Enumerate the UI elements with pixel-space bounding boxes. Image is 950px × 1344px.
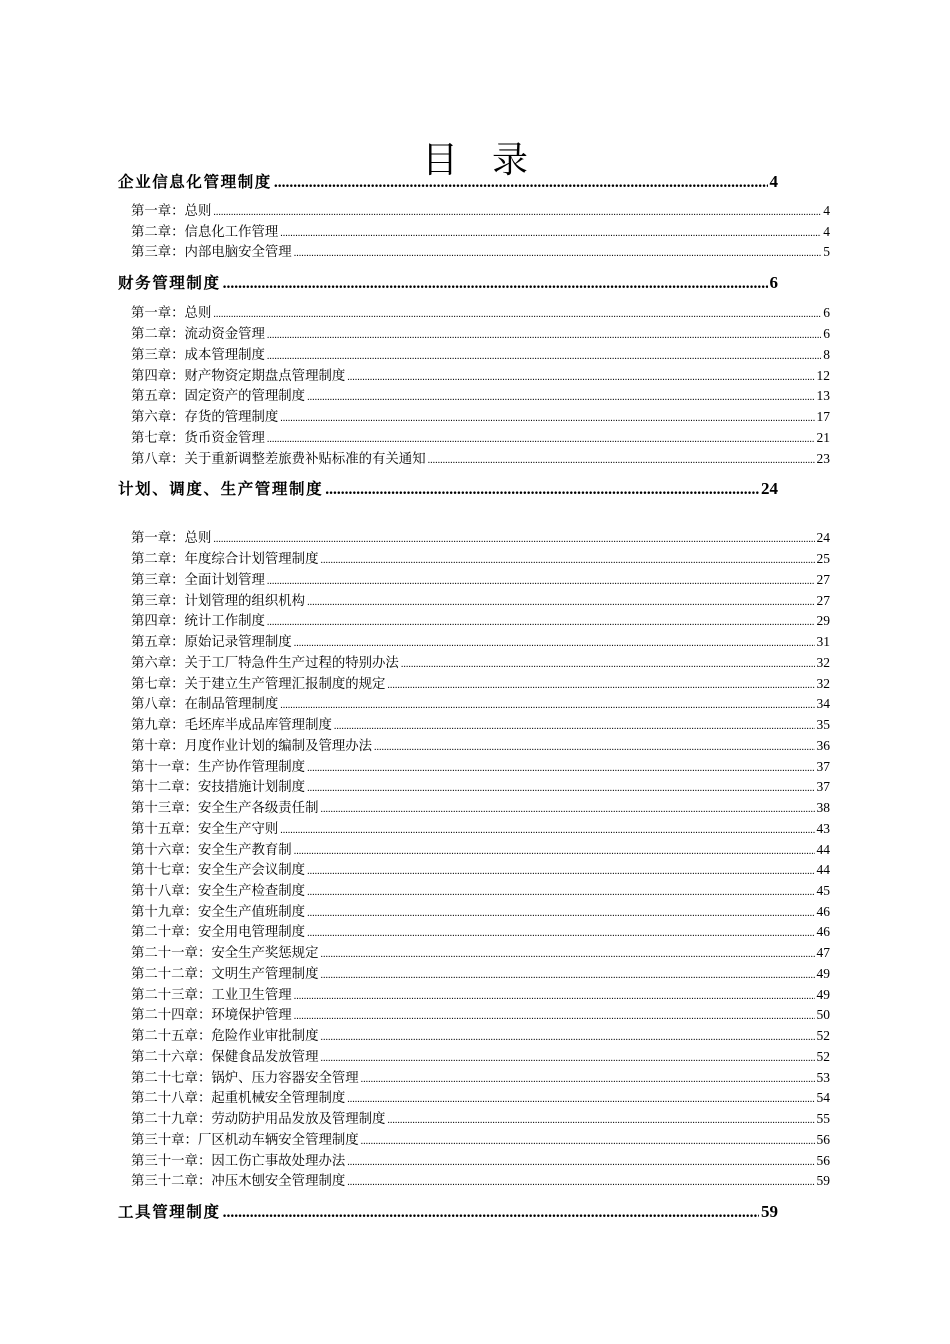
toc-page-number: 56 [816,1132,830,1147]
toc-page-number: 31 [816,634,830,649]
toc-chapter-label: 第八章：在制品管理制度 [131,697,279,712]
toc-page-number: 38 [816,800,830,815]
dot-leader [401,655,815,675]
dot-leader [347,1090,814,1110]
toc-section-title: 工具管理制度 [118,1203,221,1221]
toc-chapter-label: 第十六章：安全生产教育制 [131,843,292,858]
toc-page-number: 4 [823,224,830,239]
dot-leader [223,272,768,296]
toc-chapter-entry[interactable] [131,428,830,448]
dot-leader [347,1153,814,1173]
toc-page-number: 29 [816,613,830,628]
toc-chapter-entry[interactable] [131,715,830,735]
toc-page-number: 53 [816,1070,830,1085]
dot-leader [307,862,814,882]
toc-chapter-label: 第八章：关于重新调整差旅费补贴标准的有关通知 [131,452,426,467]
toc-chapter-entry[interactable] [131,1130,830,1150]
toc-page-number: 47 [816,945,830,960]
toc-page-number: 32 [816,676,830,691]
dot-leader [320,945,814,965]
toc-section-title: 企业信息化管理制度 [118,173,272,191]
toc-chapter-label: 第十八章：安全生产检查制度 [131,884,306,899]
dot-leader [347,1173,814,1193]
dot-leader [280,409,814,429]
toc-page-number: 54 [816,1090,830,1105]
toc-page-number: 55 [816,1111,830,1126]
dot-leader [223,1201,759,1225]
toc-chapter-label: 第十章：月度作业计划的编制及管理办法 [131,739,373,754]
dot-leader [294,1007,815,1027]
toc-chapter-entry[interactable] [131,694,830,714]
toc-chapter-label: 第四章：统计工作制度 [131,614,265,629]
dot-leader [320,1049,814,1069]
toc-chapter-entry[interactable] [131,366,830,386]
toc-chapter-entry[interactable] [131,549,830,569]
toc-chapter-entry[interactable] [131,591,830,611]
toc-chapter-entry[interactable] [131,840,830,860]
toc-page-number: 8 [823,347,830,362]
dot-leader [294,634,815,654]
toc-chapter-label: 第三章：计划管理的组织机构 [131,594,306,609]
dot-leader [307,779,814,799]
toc-chapter-label: 第十九章：安全生产值班制度 [131,905,306,920]
toc-chapter-entry[interactable] [131,902,830,922]
toc-page-number: 35 [816,717,830,732]
toc-chapter-entry[interactable] [131,1151,830,1171]
toc-chapter-entry[interactable] [131,881,830,901]
toc-chapter-label: 第三十章：厂区机动车辆安全管理制度 [131,1133,359,1148]
dot-leader [307,924,814,944]
toc-page-number: 4 [823,203,830,218]
toc-chapter-entry[interactable] [131,528,830,548]
toc-chapter-entry[interactable] [131,1047,830,1067]
toc-page-number: 17 [816,409,830,424]
toc-page-number: 24 [761,479,778,498]
dot-leader [320,1028,814,1048]
dot-leader [267,326,821,346]
toc-page-number: 52 [816,1028,830,1043]
dot-leader [347,368,814,388]
toc-page-number: 52 [816,1049,830,1064]
toc-chapter-label: 第二十二章：文明生产管理制度 [131,967,319,982]
toc-section-entry[interactable] [118,477,778,501]
toc-section-title: 财务管理制度 [118,274,221,292]
toc-page-number: 37 [816,759,830,774]
dot-leader [387,676,814,696]
toc-chapter-label: 第四章：财产物资定期盘点管理制度 [131,369,346,384]
dot-leader [334,717,815,737]
dot-leader [361,1070,815,1090]
toc-chapter-entry[interactable] [131,242,830,262]
toc-chapter-entry[interactable] [131,964,830,984]
dot-leader [428,451,815,471]
dot-leader [294,842,815,862]
dot-leader [267,430,815,450]
toc-chapter-label: 第三十二章：冲压木刨安全管理制度 [131,1174,346,1189]
toc-chapter-entry[interactable] [131,985,830,1005]
toc-page-number: 49 [816,987,830,1002]
toc-page-number: 50 [816,1007,830,1022]
toc-chapter-label: 第十五章：安全生产守则 [131,822,279,837]
toc-section-entry[interactable] [118,271,778,295]
dot-leader [280,224,821,244]
toc-chapter-label: 第十二章：安技措施计划制度 [131,780,306,795]
toc-chapter-entry[interactable] [131,611,830,631]
toc-title-char: 录 [492,140,529,182]
toc-chapter-label: 第三章：成本管理制度 [131,348,265,363]
dot-leader [274,171,768,195]
toc-chapter-entry[interactable] [131,943,830,963]
toc-chapter-label: 第五章：原始记录管理制度 [131,635,292,650]
toc-chapter-label: 第十三章：安全生产各级责任制 [131,801,319,816]
toc-chapter-entry[interactable] [131,570,830,590]
dot-leader [213,530,814,550]
toc-chapter-label: 第三章：内部电脑安全管理 [131,245,292,260]
toc-section-entry[interactable] [118,1200,778,1224]
toc-page-number: 36 [816,738,830,753]
toc-chapter-label: 第二十五章：危险作业审批制度 [131,1029,319,1044]
toc-page-number: 5 [823,244,830,259]
toc-chapter-entry[interactable] [131,1005,830,1025]
toc-chapter-label: 第二十三章：工业卫生管理 [131,988,292,1003]
toc-chapter-label: 第二十八章：起重机械安全管理制度 [131,1091,346,1106]
dot-leader [387,1111,814,1131]
dot-leader [294,244,822,264]
toc-chapter-label: 第二章：流动资金管理 [131,327,265,342]
toc-chapter-label: 第六章：关于工厂特急件生产过程的特别办法 [131,656,399,671]
toc-page-number: 25 [816,551,830,566]
toc-page-number: 4 [769,172,778,191]
toc-chapter-entry[interactable] [131,1068,830,1088]
toc-chapter-entry[interactable] [131,1109,830,1129]
toc-chapter-entry[interactable] [131,777,830,797]
toc-page-number: 6 [823,305,830,320]
toc-chapter-entry[interactable] [131,653,830,673]
toc-chapter-label: 第一章：总则 [131,531,212,546]
toc-chapter-label: 第二十一章：安全生产奖惩规定 [131,946,319,961]
dot-leader [307,388,814,408]
toc-title-char: 目 [421,140,458,182]
dot-leader [307,759,814,779]
toc-page-number: 44 [816,842,830,857]
toc-chapter-entry[interactable] [131,757,830,777]
toc-chapter-entry[interactable] [131,674,830,694]
toc-page-number: 24 [816,530,830,545]
toc-page-number: 44 [816,862,830,877]
toc-chapter-entry[interactable] [131,449,830,469]
toc-page-number: 49 [816,966,830,981]
dot-leader [320,966,814,986]
toc-page-number: 59 [816,1173,830,1188]
toc-chapter-entry[interactable] [131,860,830,880]
toc-chapter-label: 第二章：信息化工作管理 [131,225,279,240]
dot-leader [294,987,815,1007]
toc-chapter-label: 第五章：固定资产的管理制度 [131,389,306,404]
toc-page-number: 46 [816,924,830,939]
toc-chapter-entry[interactable] [131,345,830,365]
toc-page-number: 59 [761,1202,778,1221]
dot-leader [267,572,815,592]
dot-leader [374,738,814,758]
toc-chapter-label: 第二十四章：环境保护管理 [131,1008,292,1023]
toc-page-number: 27 [816,572,830,587]
toc-page-number: 56 [816,1153,830,1168]
toc-chapter-entry[interactable] [131,201,830,221]
dot-leader [280,821,814,841]
toc-page-number: 32 [816,655,830,670]
toc-page-number: 23 [816,451,830,466]
toc-chapter-label: 第六章：存货的管理制度 [131,410,279,425]
toc-chapter-label: 第二章：年度综合计划管理制度 [131,552,319,567]
toc-chapter-entry[interactable] [131,324,830,344]
dot-leader [213,305,821,325]
dot-leader [213,203,821,223]
toc-chapter-entry[interactable] [131,222,830,242]
dot-leader [307,904,814,924]
dot-leader [307,593,814,613]
toc-chapter-entry[interactable] [131,819,830,839]
dot-leader [280,696,814,716]
toc-chapter-label: 第二十六章：保健食品发放管理 [131,1050,319,1065]
dot-leader [267,613,815,633]
toc-chapter-label: 第十七章：安全生产会议制度 [131,863,306,878]
toc-chapter-label: 第九章：毛坯库半成品库管理制度 [131,718,332,733]
toc-chapter-entry[interactable] [131,407,830,427]
toc-chapter-entry[interactable] [131,386,830,406]
toc-chapter-entry[interactable] [131,798,830,818]
toc-chapter-entry[interactable] [131,303,830,323]
toc-chapter-label: 第一章：总则 [131,306,212,321]
dot-leader [307,883,814,903]
toc-page-number: 37 [816,779,830,794]
toc-chapter-label: 第三章：全面计划管理 [131,573,265,588]
dot-leader [267,347,821,367]
toc-page-number: 43 [816,821,830,836]
toc-page-number: 34 [816,696,830,711]
toc-page-number: 21 [816,430,830,445]
toc-chapter-label: 第一章：总则 [131,204,212,219]
toc-chapter-label: 第十一章：生产协作管理制度 [131,760,306,775]
dot-leader [325,478,759,502]
toc-chapter-entry[interactable] [131,632,830,652]
toc-section-entry[interactable] [118,170,778,194]
toc-section-title: 计划、调度、生产管理制度 [118,480,324,498]
toc-chapter-entry[interactable] [131,1171,830,1191]
dot-leader [361,1132,815,1152]
toc-page-number: 45 [816,883,830,898]
toc-chapter-label: 第三十一章：因工伤亡事故处理办法 [131,1154,346,1169]
toc-chapter-label: 第七章：货币资金管理 [131,431,265,446]
dot-leader [320,800,814,820]
toc-chapter-label: 第七章：关于建立生产管理汇报制度的规定 [131,677,386,692]
toc-page-number: 6 [769,273,778,292]
toc-chapter-entry[interactable] [131,736,830,756]
toc-chapter-label: 第二十章：安全用电管理制度 [131,925,306,940]
toc-chapter-entry[interactable] [131,1088,830,1108]
toc-page-number: 6 [823,326,830,341]
toc-page-number: 46 [816,904,830,919]
toc-chapter-entry[interactable] [131,922,830,942]
toc-chapter-entry[interactable] [131,1026,830,1046]
toc-page-number: 13 [816,388,830,403]
toc-chapter-label: 第二十九章：劳动防护用品发放及管理制度 [131,1112,386,1127]
toc-page-number: 12 [816,368,830,383]
toc-chapter-label: 第二十七章：锅炉、压力容器安全管理 [131,1071,359,1086]
dot-leader [320,551,814,571]
toc-page-number: 27 [816,593,830,608]
